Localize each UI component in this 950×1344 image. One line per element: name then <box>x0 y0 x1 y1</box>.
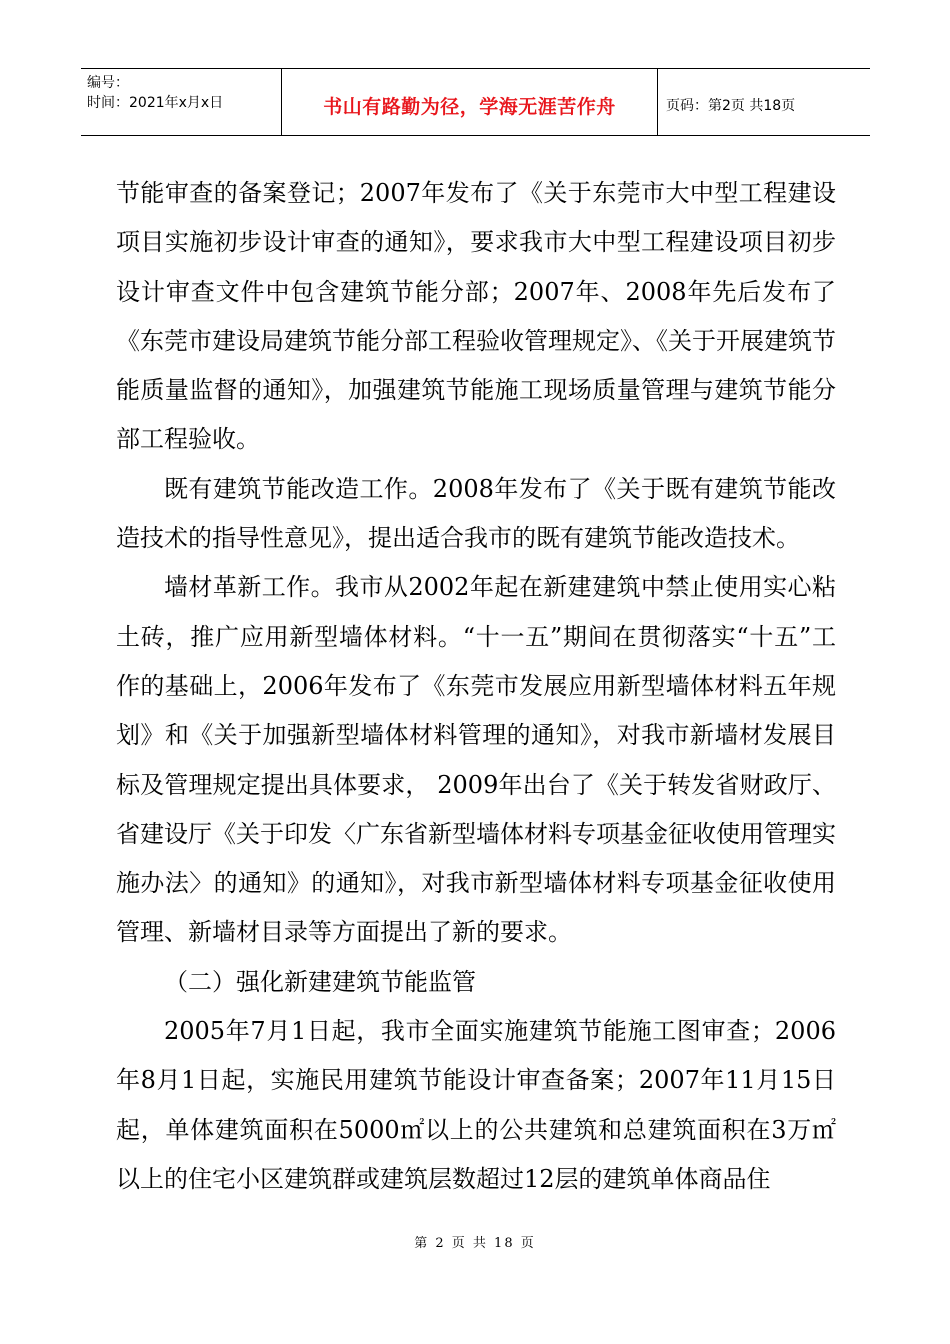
header-page-cell <box>658 69 870 135</box>
header-motto-cell <box>282 69 658 135</box>
page-footer: 第 2 页 共 18 页 <box>414 1236 536 1251</box>
time-label: 时间：2021年x月x日 <box>87 95 224 111</box>
section-heading: （二）强化新建建筑节能监管 <box>164 967 476 996</box>
paragraph: 节能审查的备案登记；2007年发布了《关于东莞市大中型工程建设项目实施初步设计审查的通知》，要求我市大中型工程建设项目初步设计审查文件中包含建筑节能分部；2007年、2008年先后发布了《东莞市建设局建筑节能分部工程验收管理规定》、《关于开展建筑节能质量监督的通知》，加强建筑节能施工现场质量管理与建筑节能分部工程验收。 <box>116 179 836 454</box>
motto-text: 书山有路勤为径，学海无涯苦作舟 <box>323 95 616 118</box>
paragraph: 2005年7月1日起，我市全面实施建筑节能施工图审查；2006年8月1日起，实施民用建筑节能设计审查备案；2007年11月15日起，单体建筑面积在5000㎡以上的公共建筑和总建筑面积在3万㎡以上的住宅小区建筑群或建筑层数超过12层的建筑单体商品住 <box>116 1017 836 1193</box>
paragraph: 墙材革新工作。我市从2002年起在新建建筑中禁止使用实心粘土砖，推广应用新型墙体材料。“十一五”期间在贯彻落实“十五”工作的基础上，2006年发布了《东莞市发展应用新型墙体材料五年规划》和《关于加强新型墙体材料管理的通知》，对我市新墙材发展目标及管理规定提出具体要求， 2009年出台了《关于转发省财政厅、省建设厅《关于印发〈广东省新型墙体材料专项基金征收使用管理实施办法〉的通知》的通知》，对我市新型墙体材料专项基金征收使用管理、新墙材目录等方面提出了新的要求。 <box>116 573 836 947</box>
number-label: 编号： <box>87 75 129 91</box>
page-header <box>81 68 870 136</box>
document-body <box>116 169 836 1204</box>
page-label: 页码：第2页 共18页 <box>666 98 796 114</box>
paragraph: 既有建筑节能改造工作。2008年发布了《关于既有建筑节能改造技术的指导性意见》，提出适合我市的既有建筑节能改造技术。 <box>116 474 836 553</box>
header-meta <box>81 69 282 135</box>
